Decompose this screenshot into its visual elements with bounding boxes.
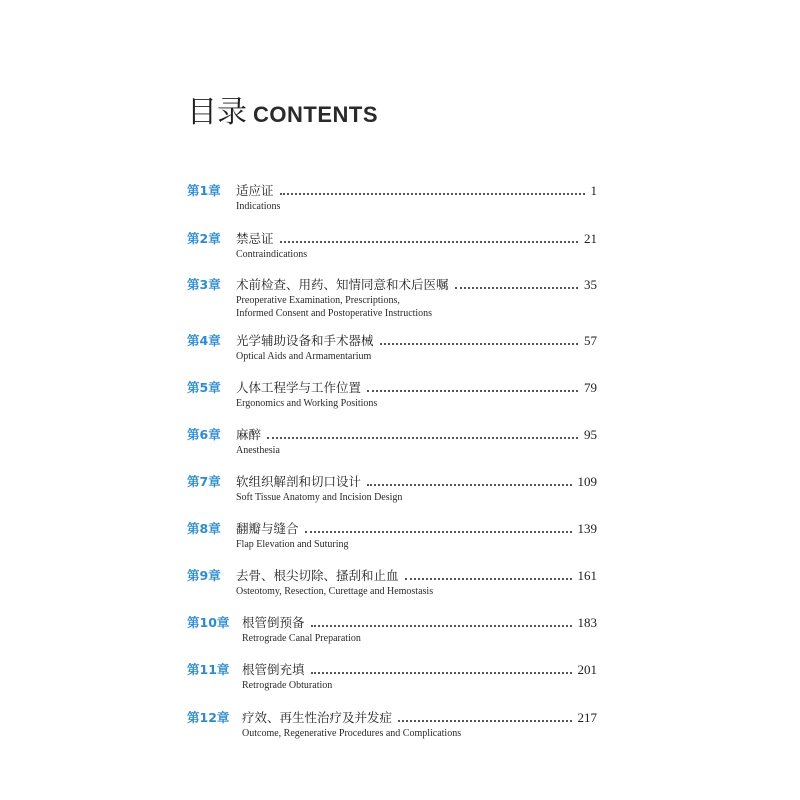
toc-entry[interactable] [187,427,597,467]
contents-heading-en: CONTENTS [253,102,378,127]
page-number: 1 [590,183,597,198]
chapter-title-en [242,679,603,692]
chapter-number: 第1章 [187,183,221,198]
chapter-title-en-line: Retrograde Obturation [242,680,333,691]
chapter-title-en [236,491,597,504]
dot-leader [398,720,571,722]
chapter-title-line [236,521,597,537]
chapter-title-zh: 软组织解剖和切口设计 [236,474,362,489]
page-number: 201 [577,662,597,677]
chapter-number: 第9章 [187,568,221,583]
chapter-title-zh: 麻醉 [236,427,262,442]
chapter-title-en [236,248,597,261]
chapter-title-en-line: Contraindications [236,249,308,260]
chapter-number: 第8章 [187,521,221,536]
chapter-title-line [242,615,597,631]
chapter-title-en [236,200,597,213]
chapter-number: 第4章 [187,333,221,348]
toc-entry[interactable] [187,710,597,750]
page-number: 79 [584,380,597,395]
page-number: 21 [584,231,597,246]
dot-leader [380,343,578,345]
chapter-title-zh: 人体工程学与工作位置 [236,380,362,395]
chapter-title-zh: 术前检查、用药、知情同意和术后医嘱 [236,277,449,292]
chapter-title-zh: 疗效、再生性治疗及并发症 [242,710,393,725]
toc-entry[interactable] [187,277,597,317]
chapter-number: 第11章 [187,662,230,677]
dot-leader [305,531,572,533]
chapter-title-en-line: Ergonomics and Working Positions [236,398,378,409]
chapter-title-zh: 光学辅助设备和手术器械 [236,333,374,348]
dot-leader [280,241,578,243]
page-number: 139 [577,521,597,536]
page-number: 161 [577,568,597,583]
dot-leader [311,625,572,627]
chapter-title-en-line: Soft Tissue Anatomy and Incision Design [236,492,403,503]
chapter-title-zh: 适应证 [236,183,274,198]
page-number: 95 [584,427,597,442]
page-number: 217 [577,710,597,725]
chapter-title-en-line: Informed Consent and Postoperative Instructions [236,308,433,319]
chapter-title-en-line: Indications [236,201,281,212]
chapter-number: 第6章 [187,427,221,442]
chapter-title-en [236,585,597,598]
chapter-number: 第3章 [187,277,221,292]
dot-leader [405,578,572,580]
chapter-title-en [236,538,597,551]
chapter-title-en-line: Flap Elevation and Suturing [236,539,349,550]
dot-leader [455,287,578,289]
page-number: 183 [577,615,597,630]
chapter-title-en-line: Preoperative Examination, Prescriptions, [236,295,400,306]
page-number: 35 [584,277,597,292]
dot-leader [367,484,571,486]
toc-entry[interactable] [187,521,597,561]
chapter-title-zh: 禁忌证 [236,231,274,246]
toc-entry[interactable] [187,231,597,271]
chapter-title-en-line: Osteotomy, Resection, Curettage and Hemostasis [236,586,434,597]
page-number: 57 [584,333,597,348]
chapter-title-line [242,710,597,726]
chapter-title-line [236,474,597,490]
chapter-title-line [242,662,597,678]
dot-leader [311,672,572,674]
chapter-number: 第12章 [187,710,230,725]
chapter-title-en [242,727,603,740]
chapter-title-en-line: Anesthesia [236,445,280,456]
chapter-title-zh: 去骨、根尖切除、搔刮和止血 [236,568,399,583]
contents-heading [187,87,378,131]
chapter-number: 第7章 [187,474,221,489]
chapter-title-line [236,333,597,349]
chapter-title-en [236,350,597,363]
chapter-title-en [236,294,597,320]
dot-leader [267,437,578,439]
toc-entry[interactable] [187,380,597,420]
chapter-title-line [236,231,597,247]
chapter-title-en [236,397,597,410]
chapter-title-en-line: Optical Aids and Armamentarium [236,351,372,362]
chapter-title-zh: 根管倒充填 [242,662,305,677]
toc-entry[interactable] [187,474,597,514]
toc-entry[interactable] [187,662,597,702]
contents-heading-zh: 目录 [187,95,247,130]
chapter-number: 第10章 [187,615,230,630]
chapter-title-en [236,444,597,457]
chapter-title-en-line: Retrograde Canal Preparation [242,633,361,644]
toc-entry[interactable] [187,615,597,655]
chapter-title-line [236,568,597,584]
chapter-number: 第5章 [187,380,221,395]
chapter-title-line [236,380,597,396]
chapter-title-line [236,277,597,293]
toc-entry[interactable] [187,568,597,608]
chapter-number: 第2章 [187,231,221,246]
chapter-title-zh: 翻瓣与缝合 [236,521,299,536]
chapter-title-zh: 根管倒预备 [242,615,305,630]
page-number: 109 [577,474,597,489]
dot-leader [280,193,585,195]
chapter-title-en-line: Outcome, Regenerative Procedures and Complications [242,728,462,739]
dot-leader [367,390,578,392]
toc-entry[interactable] [187,183,597,223]
chapter-title-line [236,183,597,199]
toc-entry[interactable] [187,333,597,373]
chapter-title-en [242,632,603,645]
chapter-title-line [236,427,597,443]
